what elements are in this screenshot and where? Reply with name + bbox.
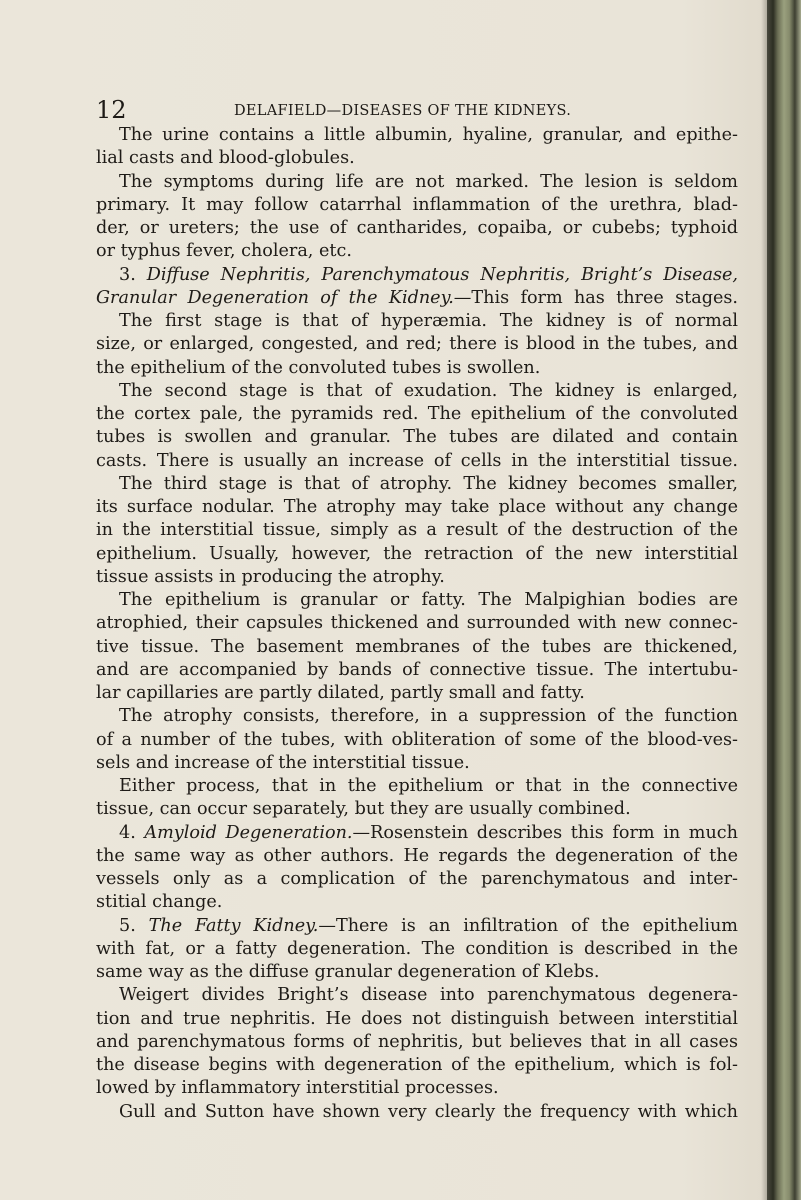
text-line (96, 496, 738, 519)
section-number: 3. (119, 264, 147, 285)
line-text: its surface nodular. The atrophy may take place without any change (96, 497, 738, 517)
text-line (96, 868, 738, 891)
line-text: The urine contains a little albumin, hyaline, granular, and epithe- (119, 125, 738, 145)
text-line (96, 1101, 738, 1124)
text-line (96, 984, 738, 1007)
italic-heading: Amyloid Degeneration. (144, 822, 353, 843)
line-text: The first stage is that of hyperæmia. The kidney is of normal (119, 311, 738, 331)
text-line (96, 240, 738, 263)
text-line (96, 380, 738, 403)
text-line (96, 171, 738, 194)
line-text: tive tissue. The basement membranes of the tubes are thickened, (96, 636, 738, 657)
line-text: with fat, or a fatty degeneration. The condition is described in the (96, 938, 738, 959)
text-line (96, 264, 738, 287)
text-line (96, 775, 738, 798)
text-line (96, 705, 738, 728)
line-text: lowed by inflammatory interstitial processes. (96, 1078, 499, 1099)
line-text: The symptoms during life are not marked. The lesion is seldom (119, 171, 738, 192)
line-text: the same way as other authors. He regards the degeneration of the (96, 845, 738, 866)
line-text: The third stage is that of atrophy. The kidney becomes smaller, (119, 473, 738, 494)
line-text: The epithelium is granular or fatty. The Malpighian bodies are (119, 590, 738, 610)
line-text: The second stage is that of exudation. The kidney is enlarged, (119, 380, 738, 401)
line-text: The atrophy consists, therefore, in a suppression of the function (119, 706, 738, 727)
page-header (96, 98, 746, 122)
line-text: tubes is swollen and granular. The tubes are dilated and contain (96, 427, 738, 448)
text-line (96, 403, 738, 426)
line-text: casts. There is usually an increase of cells in the interstitial tissue. (96, 450, 738, 471)
text-line (96, 1077, 738, 1100)
section-number: 5. (119, 915, 149, 936)
italic-heading: Granular Degeneration of the Kidney. (96, 287, 454, 308)
italic-heading: Diffuse Nephritis, Parenchymatous Nephritis, Bright’s Disease, (146, 264, 738, 285)
text-line (96, 682, 738, 705)
text-line (96, 822, 738, 845)
page-number: 12 (96, 96, 127, 124)
line-text: tion and true nephritis. He does not distinguish between interstitial (96, 1008, 738, 1029)
text-line (96, 124, 738, 147)
line-text: and parenchymatous forms of nephritis, but believes that in all cases (96, 1031, 738, 1052)
line-text: —This form has three stages. (453, 287, 738, 308)
line-text: Gull and Sutton have shown very clearly the frequency with which (119, 1101, 738, 1122)
text-line (96, 1008, 738, 1031)
line-text: and are accompanied by bands of connective tissue. The intertubu- (96, 659, 738, 680)
text-line (96, 287, 738, 310)
line-text: the cortex pale, the pyramids red. The epithelium of the convoluted (96, 404, 738, 424)
text-line (96, 333, 738, 356)
line-text: lial casts and blood-globules. (96, 148, 355, 169)
text-line (96, 752, 738, 775)
line-text: stitial change. (96, 892, 223, 913)
text-line (96, 543, 738, 566)
line-text: primary. It may follow catarrhal inflammation of the urethra, blad- (96, 194, 738, 215)
text-line (96, 961, 738, 984)
book-spine-edge (767, 0, 801, 1200)
text-line (96, 566, 738, 589)
text-line (96, 147, 738, 170)
line-text: size, or enlarged, congested, and red; there is blood in the tubes, and (96, 334, 738, 355)
line-text: same way as the diffuse granular degeneration of Klebs. (96, 962, 600, 982)
text-line (96, 357, 738, 380)
line-text: of a number of the tubes, with obliteration of some of the blood-ves- (96, 729, 738, 750)
line-text: Weigert divides Bright’s disease into parenchymatous degenera- (119, 985, 738, 1006)
text-line (96, 938, 738, 961)
text-line (96, 194, 738, 217)
text-line (96, 659, 738, 682)
line-text: the disease begins with degeneration of the epithelium, which is fol- (96, 1055, 738, 1075)
line-text: tissue assists in producing the atrophy. (96, 566, 445, 587)
text-line (96, 426, 738, 449)
line-text: —There is an infiltration of the epithelium (318, 915, 738, 936)
line-text: sels and increase of the interstitial tissue. (96, 752, 470, 773)
line-text: atrophied, their capsules thickened and surrounded with new connec- (96, 613, 738, 634)
text-line (96, 845, 738, 868)
text-line (96, 1054, 738, 1077)
text-line (96, 729, 738, 752)
text-line (96, 915, 738, 938)
line-text: in the interstitial tissue, simply as a result of the destruction of the (96, 520, 738, 541)
text-line (96, 891, 738, 914)
text-line (96, 798, 738, 821)
italic-heading: The Fatty Kidney. (148, 915, 319, 936)
text-line (96, 1031, 738, 1054)
line-text: or typhus fever, cholera, etc. (96, 241, 352, 262)
line-text: Either process, that in the epithelium or that in the connective (119, 776, 738, 796)
line-text: —Rosenstein describes this form in much (352, 822, 738, 843)
text-line (96, 473, 738, 496)
line-text: lar capillaries are partly dilated, partly small and fatty. (96, 683, 585, 703)
line-text: der, or ureters; the use of cantharides, copaiba, or cubebs; typhoid (96, 218, 738, 238)
text-line (96, 636, 738, 659)
text-line (96, 310, 738, 333)
text-line (96, 612, 738, 635)
text-line (96, 217, 738, 240)
body-text (96, 124, 738, 1124)
text-line (96, 450, 738, 473)
line-text: epithelium. Usually, however, the retraction of the new interstitial (96, 543, 738, 564)
line-text: vessels only as a complication of the parenchymatous and inter- (96, 869, 738, 889)
line-text: the epithelium of the convoluted tubes is swollen. (96, 357, 541, 378)
text-line (96, 589, 738, 612)
line-text: tissue, can occur separately, but they are usually combined. (96, 799, 631, 820)
text-line (96, 519, 738, 542)
running-head: DELAFIELD—DISEASES OF THE KIDNEYS. (234, 103, 572, 119)
section-number: 4. (119, 822, 145, 843)
